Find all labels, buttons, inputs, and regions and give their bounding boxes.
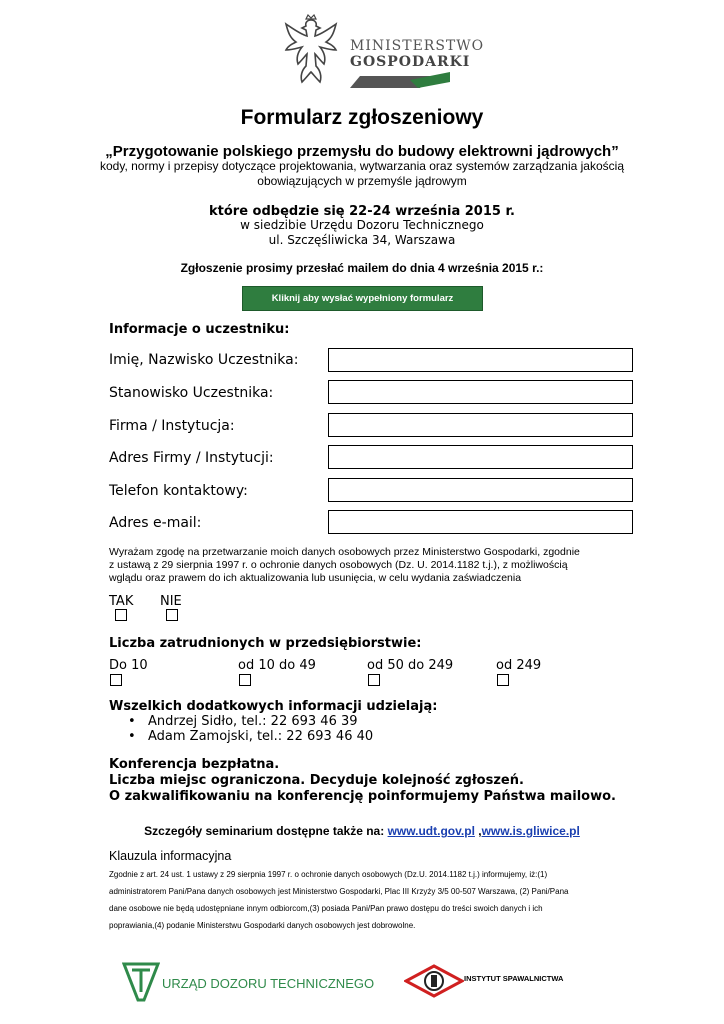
email-input[interactable] [328, 510, 633, 534]
company-address-label: Adres Firmy / Instytucji: [109, 450, 274, 466]
employees-option-checkbox[interactable] [239, 674, 251, 686]
employees-option-checkbox[interactable] [497, 674, 509, 686]
list-item [128, 729, 373, 744]
event-date: które odbędzie się 22-24 września 2015 r. [209, 204, 515, 219]
position-input[interactable] [328, 380, 633, 404]
employees-option-label: od 50 do 249 [367, 658, 454, 673]
employees-heading: Liczba zatrudnionych w przedsiębiorstwie: [109, 636, 422, 651]
contacts-heading: Wszelkich dodatkowych informacji udzielają: [109, 699, 438, 714]
deadline-note: Zgłoszenie prosimy przesłać mailem do dnia 4 września 2015 r.: [180, 261, 544, 275]
event-venue-line2: ul. Szczęśliwicka 34, Warszawa [268, 233, 456, 247]
notes-line3: O zakwalifikowaniu na konferencję poinformujemy Państwa mailowo. [109, 789, 616, 804]
is-emblem-icon [404, 964, 464, 998]
is-logo [404, 962, 584, 1002]
consent-text [109, 546, 619, 585]
form-title: Formularz zgłoszeniowy [240, 106, 484, 129]
notes-line1: Konferencja bezpłatna. [109, 757, 280, 772]
employees-option-label: Do 10 [109, 658, 148, 673]
clause-line4: poprawiania,(4) podanie Ministerstwu Gospodarki danych osobowych jest dobrowolne. [109, 921, 416, 930]
clause-text [109, 866, 609, 934]
details-line [0, 824, 724, 838]
ministry-name-line1: MINISTERSTWO [350, 38, 485, 54]
notes-line2: Liczba miejsc ograniczona. Decyduje kolejność zgłoszeń. [109, 773, 524, 788]
seminar-desc-line1: kody, normy i przepisy dotyczące projektowania, wytwarzania oraz systemów zarządzania jakością [100, 159, 624, 173]
phone-input[interactable] [328, 478, 633, 502]
list-item [128, 714, 373, 729]
ministry-name-line2: GOSPODARKI [350, 54, 471, 70]
clause-heading: Klauzula informacyjna [109, 849, 232, 863]
event-venue-line1: w siedzibie Urzędu Dozoru Technicznego [240, 218, 484, 232]
details-prefix: Szczegóły seminarium dostępne także na: [144, 824, 385, 838]
udt-logo [122, 962, 375, 1004]
employees-option-checkbox[interactable] [110, 674, 122, 686]
employees-option-label: od 10 do 49 [238, 658, 316, 673]
consent-line2: z ustawą z 29 sierpnia 1997 r. o ochronie danych osobowych (Dz. U. 2014.1182 t.j.), z możliwością [109, 559, 568, 571]
udt-logo-text: URZĄD DOZORU TECHNICZNEGO [162, 976, 375, 991]
employees-option-label: od 249 [496, 658, 542, 673]
consent-line3: wglądu oraz prawem do ich aktualizowania lub usunięcia, w celu wydania zaświadczenia [109, 572, 522, 584]
seminar-desc-line2: obowiązujących w przemyśle jądrowym [257, 174, 467, 188]
position-label: Stanowisko Uczestnika: [109, 385, 274, 401]
email-label: Adres e-mail: [109, 515, 202, 531]
bullet-icon: • [128, 729, 136, 744]
consent-yes-checkbox[interactable] [115, 609, 127, 621]
contact-person: Adam Zamojski, tel.: 22 693 46 40 [148, 729, 374, 744]
notes-block [109, 757, 616, 805]
eagle-emblem-icon [280, 14, 342, 92]
ministry-logo [280, 14, 485, 94]
employees-option-checkbox[interactable] [368, 674, 380, 686]
consent-yes-label: TAK [109, 594, 134, 609]
company-input[interactable] [328, 413, 633, 437]
submit-email-button-label: Kliknij aby wysłać wypełniony formularz [271, 293, 454, 304]
consent-no-label: NIE [160, 594, 182, 609]
ministry-stripe-icon [350, 72, 450, 88]
consent-no-checkbox[interactable] [166, 609, 178, 621]
name-input[interactable] [328, 348, 633, 372]
clause-line1: Zgodnie z art. 24 ust. 1 ustawy z 29 sierpnia 1997 r. o ochronie danych osobowych (Dz.U. 2014.1182 t.j.) informujemy, iż:(1) [109, 870, 548, 879]
contact-person: Andrzej Sidło, tel.: 22 693 46 39 [148, 714, 358, 729]
consent-line1: Wyrażam zgodę na przetwarzanie moich danych osobowych przez Ministerstwo Gospodarki, zgodnie [109, 546, 580, 558]
is-gliwice-link[interactable]: www.is.gliwice.pl [481, 824, 580, 838]
seminar-subtitle: „Przygotowanie polskiego przemysłu do budowy elektrowni jądrowych” [105, 143, 619, 160]
contact-list [128, 714, 373, 744]
phone-label: Telefon kontaktowy: [109, 483, 248, 499]
clause-line2: administratorem Pani/Pana danych osobowych jest Ministerstwo Gospodarki, Plac III Krzyży 3/5 00-507 Warszawa, (2) Pani/Pana [109, 887, 569, 896]
clause-line3: dane osobowe nie będą udostępniane innym odbiorcom,(3) posiada Pani/Pan prawo dostępu do treści swoich danych i ich [109, 904, 543, 913]
submit-email-button[interactable] [242, 286, 483, 311]
company-address-input[interactable] [328, 445, 633, 469]
bullet-icon: • [128, 714, 136, 729]
company-label: Firma / Instytucja: [109, 418, 235, 434]
details-separator: , [474, 824, 482, 838]
is-logo-text: INSTYTUT SPAWALNICTWA [464, 974, 564, 983]
udt-link[interactable]: www.udt.gov.pl [387, 824, 475, 838]
participant-heading: Informacje o uczestniku: [109, 322, 290, 337]
udt-emblem-icon [122, 962, 160, 1002]
name-label: Imię, Nazwisko Uczestnika: [109, 352, 299, 368]
